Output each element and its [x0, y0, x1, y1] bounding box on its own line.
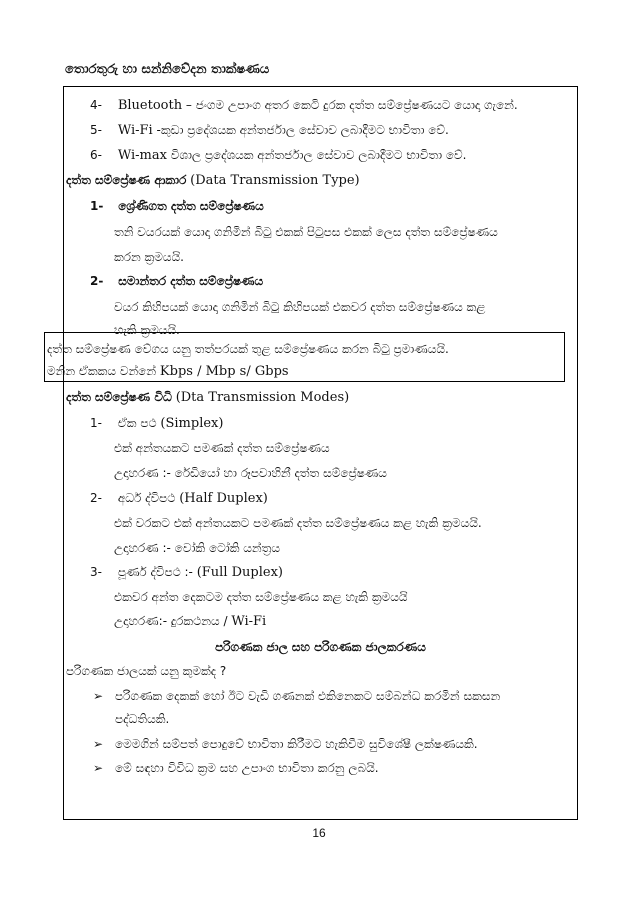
mode-half-duplex	[90, 491, 268, 506]
item-number: 2-	[90, 491, 102, 505]
rate-note-line2	[47, 364, 289, 379]
mode-full-duplex	[90, 565, 283, 580]
arrow-bullet-icon: ➢	[93, 737, 104, 751]
example-sep: :-	[158, 466, 175, 480]
rate-note-prefix: මනින ඒකකය වන්නේ	[47, 364, 160, 378]
rate-units: Kbps / Mbp s/ Gbps	[159, 364, 289, 379]
section-heading-transmission-modes	[66, 390, 349, 405]
item-number: 1-	[90, 199, 104, 213]
bullet-text-continuation: පද්ධතියකි.	[115, 712, 170, 726]
bullet-item	[93, 689, 500, 704]
heading-en: (Data Transmission Type)	[190, 173, 360, 188]
term-bluetooth: Bluetooth	[117, 98, 183, 113]
rate-note-line1: දත්ත සම්ප්‍රේෂණ වේගය යනු තත්පරයක් තුළ සම්ප්‍රේෂණය කරන බිටු ප්‍රමාණයයි.	[47, 342, 449, 356]
bullet-text: පරිගණක දෙකක් හෝ ඊට වැඩි ගණනක් එකිනෙකට සම්බන්ධ කරමින් සකසන	[115, 689, 501, 703]
full-duplex-description: එකවර අන්ත දෙකටම දත්ත සම්ප්‍රේෂණය කළ හැකි ක්‍රමයයි	[114, 590, 408, 604]
serial-description-line1: තනි වයරයක් යොදා ගනිමින් බිටු එකක් පිටුපස එකක් ලෙස දත්ත සම්ප්‍රේෂණය	[114, 225, 498, 239]
mode-title-en: (Simplex)	[160, 416, 224, 431]
item-title: ශ්‍රේණිගත දත්ත සම්ප්‍රේෂණය	[118, 199, 264, 213]
list-item-wifi	[90, 123, 449, 138]
example-label: උදාහරණ	[114, 541, 159, 555]
bullet-text: මේ සඳහා විවිධ ක්‍රම සහ උපාංග භාවිතා කරනු ලබයි.	[115, 761, 379, 775]
parallel-description-line2: හැකි ක්‍රමයයි.	[114, 323, 180, 337]
page-header: තොරතුරු හා සන්නිවේදන තාක්ෂණය	[65, 62, 270, 77]
list-item-wimax	[90, 148, 466, 163]
example-text-en: Wi-Fi	[231, 614, 267, 629]
mode-simplex	[90, 416, 223, 431]
arrow-bullet-icon: ➢	[93, 761, 104, 775]
list-number: 4-	[90, 98, 102, 112]
list-number: 6-	[90, 148, 102, 162]
list-text: විශාල ප්‍රදේශයක අන්තර්ජාල සේවාව ලබාදීමට භාවිතා වේ.	[170, 148, 467, 162]
term-wifi: Wi-Fi	[117, 123, 153, 138]
half-duplex-description: එක් වරකට එක් අන්තයකට පමණක් දත්ත සම්ප්‍රේෂණය කළ හැකි ක්‍රමයයි.	[114, 516, 482, 530]
subheading-parallel	[90, 274, 263, 289]
example-text: රේඩියෝ හා රූපවාහිනී දත්ත සම්ප්‍රේෂණය	[174, 466, 387, 480]
bullet-text: මෙමගින් සම්පත් පොදුවේ භාවිතා කිරීමට හැකිවීම සුවිශේෂී ලක්ෂණයකි.	[115, 737, 478, 751]
item-number: 1-	[90, 416, 102, 430]
section-heading-transmission-type	[66, 173, 360, 188]
list-text: – ජංගම උපාංග අතර කෙටි දුරක දත්ත සම්ප්‍රේෂණයට යොදා ගැනේ.	[185, 98, 518, 112]
mode-title: පූර්ණ ද්විපථ :-	[117, 565, 193, 579]
mode-title-en: (Full Duplex)	[196, 565, 284, 580]
mode-title: අර්ධ ද්විපථ	[117, 491, 176, 505]
subheading-serial	[90, 199, 264, 214]
heading-en: (Dta Transmission Modes)	[175, 390, 350, 405]
network-heading: පරිගණක ජාල සහ පරිගණක ජාලකරණය	[215, 640, 426, 654]
heading-si: දත්ත සම්ප්‍රේෂණ විධි	[66, 390, 172, 404]
example-text: වෝකි ටෝකි යන්ත්‍රය	[174, 541, 281, 555]
heading-si: දත්ත සම්ප්‍රේෂණ ආකාර	[66, 173, 187, 187]
simplex-description: එක් අන්තයකට පමණක් දත්ත සම්ප්‍රේෂණය	[114, 441, 330, 455]
mode-title: ඒක පථ	[117, 416, 157, 430]
simplex-example	[114, 466, 387, 481]
example-text: දුරකථනය /	[170, 614, 232, 628]
term-wimax: Wi-max	[117, 148, 167, 163]
item-number: 3-	[90, 565, 102, 579]
parallel-description-line1: වයර කිහිපයක් යොදා ගනිමින් බිටු කිහිපයක් එකවර දත්ත සම්ප්‍රේෂණය කළ	[114, 300, 486, 314]
mode-title-en: (Half Duplex)	[179, 491, 268, 506]
example-sep: :-	[158, 541, 175, 555]
full-duplex-example	[114, 614, 266, 629]
list-number: 5-	[90, 123, 102, 137]
bullet-item	[93, 737, 478, 752]
item-number: 2-	[90, 274, 104, 288]
example-sep: :-	[158, 614, 171, 628]
bullet-item	[93, 761, 379, 776]
example-label: උදාහරණ	[114, 466, 159, 480]
example-label: උදාහරණ	[114, 614, 159, 628]
arrow-bullet-icon: ➢	[93, 689, 104, 703]
page-number: 16	[312, 826, 326, 840]
item-title: සමාන්තර දත්ත සම්ප්‍රේෂණය	[118, 274, 264, 288]
list-text: -කුඩා ප්‍රදේශයක අන්තර්ජාල සේවාව ලබාදීමට භාවිතා වේ.	[156, 123, 449, 137]
list-item-bluetooth	[90, 98, 518, 113]
network-question: පරිගණක ජාලයක් යනු කුමක්ද ?	[66, 664, 227, 678]
serial-description-line2: කරන ක්‍රමයයි.	[114, 250, 184, 264]
half-duplex-example	[114, 541, 280, 556]
